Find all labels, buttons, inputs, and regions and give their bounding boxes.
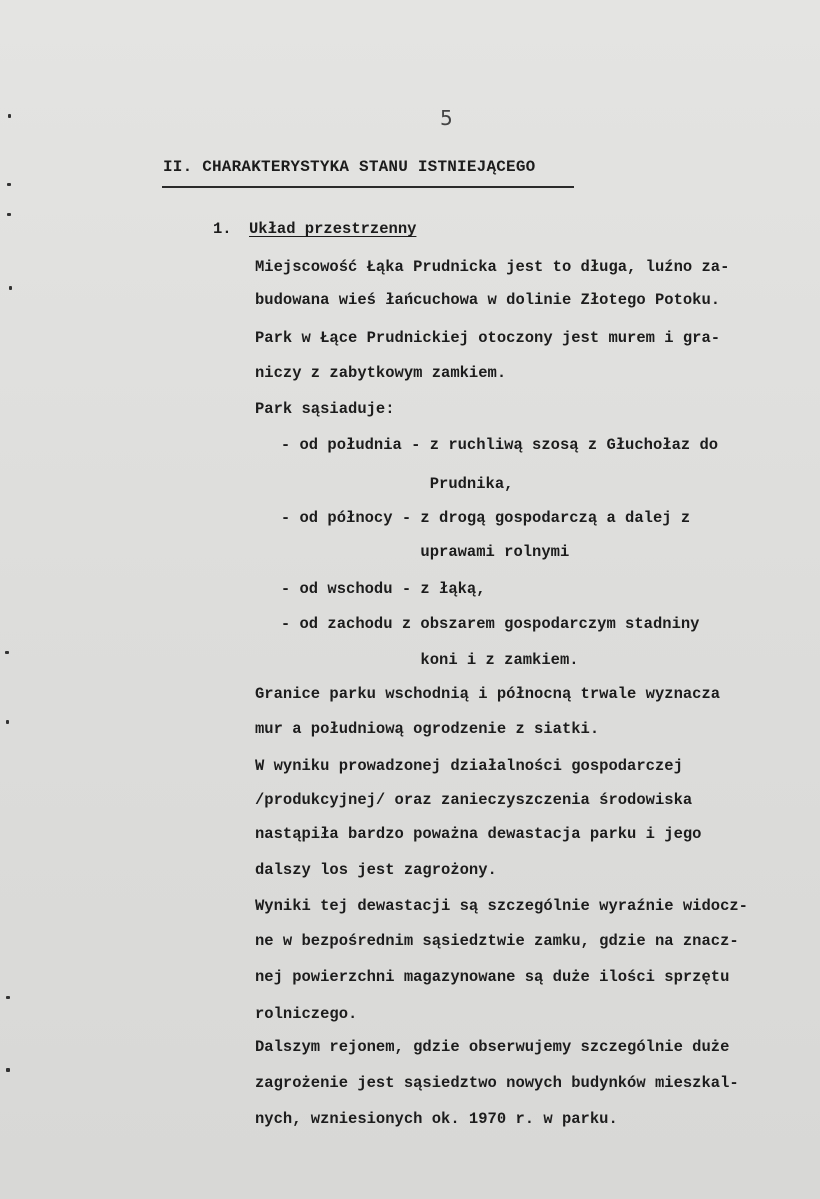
chapter-heading: II. CHARAKTERYSTYKA STANU ISTNIEJĄCEGO xyxy=(163,158,536,176)
text-line: Prudnika, xyxy=(253,475,514,493)
text-line: W wyniku prowadzonej działalności gospodarczej xyxy=(255,757,683,775)
text-line: koni i z zamkiem. xyxy=(253,651,579,669)
text-line: Wyniki tej dewastacji są szczególnie wyraźnie widocz- xyxy=(255,897,748,915)
text-line: rolniczego. xyxy=(255,1005,358,1023)
text-line: nej powierzchni magazynowane są duże ilości sprzętu xyxy=(255,968,730,986)
section-title: Układ przestrzenny xyxy=(249,220,417,238)
text-line: - od zachodu z obszarem gospodarczym stadniny xyxy=(253,615,700,633)
text-line: zagrożenie jest sąsiedztwo nowych budynków mieszkal- xyxy=(255,1074,739,1092)
text-line: budowana wieś łańcuchowa w dolinie Złotego Potoku. xyxy=(255,291,721,309)
margin-mark xyxy=(8,114,11,118)
text-line: - od północy - z drogą gospodarczą a dalej z xyxy=(253,509,691,527)
text-line: Park sąsiaduje: xyxy=(255,400,395,418)
text-line: Dalszym rejonem, gdzie obserwujemy szczególnie duże xyxy=(255,1038,730,1056)
text-line: nastąpiła bardzo poważna dewastacja parku i jego xyxy=(255,825,702,843)
margin-mark xyxy=(6,720,9,724)
text-line: nych, wzniesionych ok. 1970 r. w parku. xyxy=(255,1110,618,1128)
page-number: 5 xyxy=(440,106,453,130)
text-line: /produkcyjnej/ oraz zanieczyszczenia środowiska xyxy=(255,791,693,809)
margin-mark xyxy=(6,1068,10,1072)
text-line: dalszy los jest zagrożony. xyxy=(255,861,497,879)
margin-mark xyxy=(7,213,11,216)
text-line: uprawami rolnymi xyxy=(253,543,570,561)
text-line: Park w Łące Prudnickiej otoczony jest murem i gra- xyxy=(255,329,721,347)
text-line: - od wschodu - z łąką, xyxy=(253,580,486,598)
section-number: 1. xyxy=(213,220,232,238)
text-line: mur a południową ogrodzenie z siatki. xyxy=(255,720,600,738)
margin-mark xyxy=(5,651,9,654)
margin-mark xyxy=(6,996,10,999)
text-line: Miejscowość Łąka Prudnicka jest to długa, luźno za- xyxy=(255,258,730,276)
margin-mark xyxy=(7,183,11,186)
text-line: ne w bezpośrednim sąsiedztwie zamku, gdzie na znacz- xyxy=(255,932,739,950)
text-line: niczy z zabytkowym zamkiem. xyxy=(255,364,507,382)
text-line: Granice parku wschodnią i północną trwale wyznacza xyxy=(255,685,721,703)
heading-underline xyxy=(162,186,574,188)
margin-mark xyxy=(9,286,12,290)
text-line: - od południa - z ruchliwą szosą z Głuchołaz do xyxy=(253,436,719,454)
